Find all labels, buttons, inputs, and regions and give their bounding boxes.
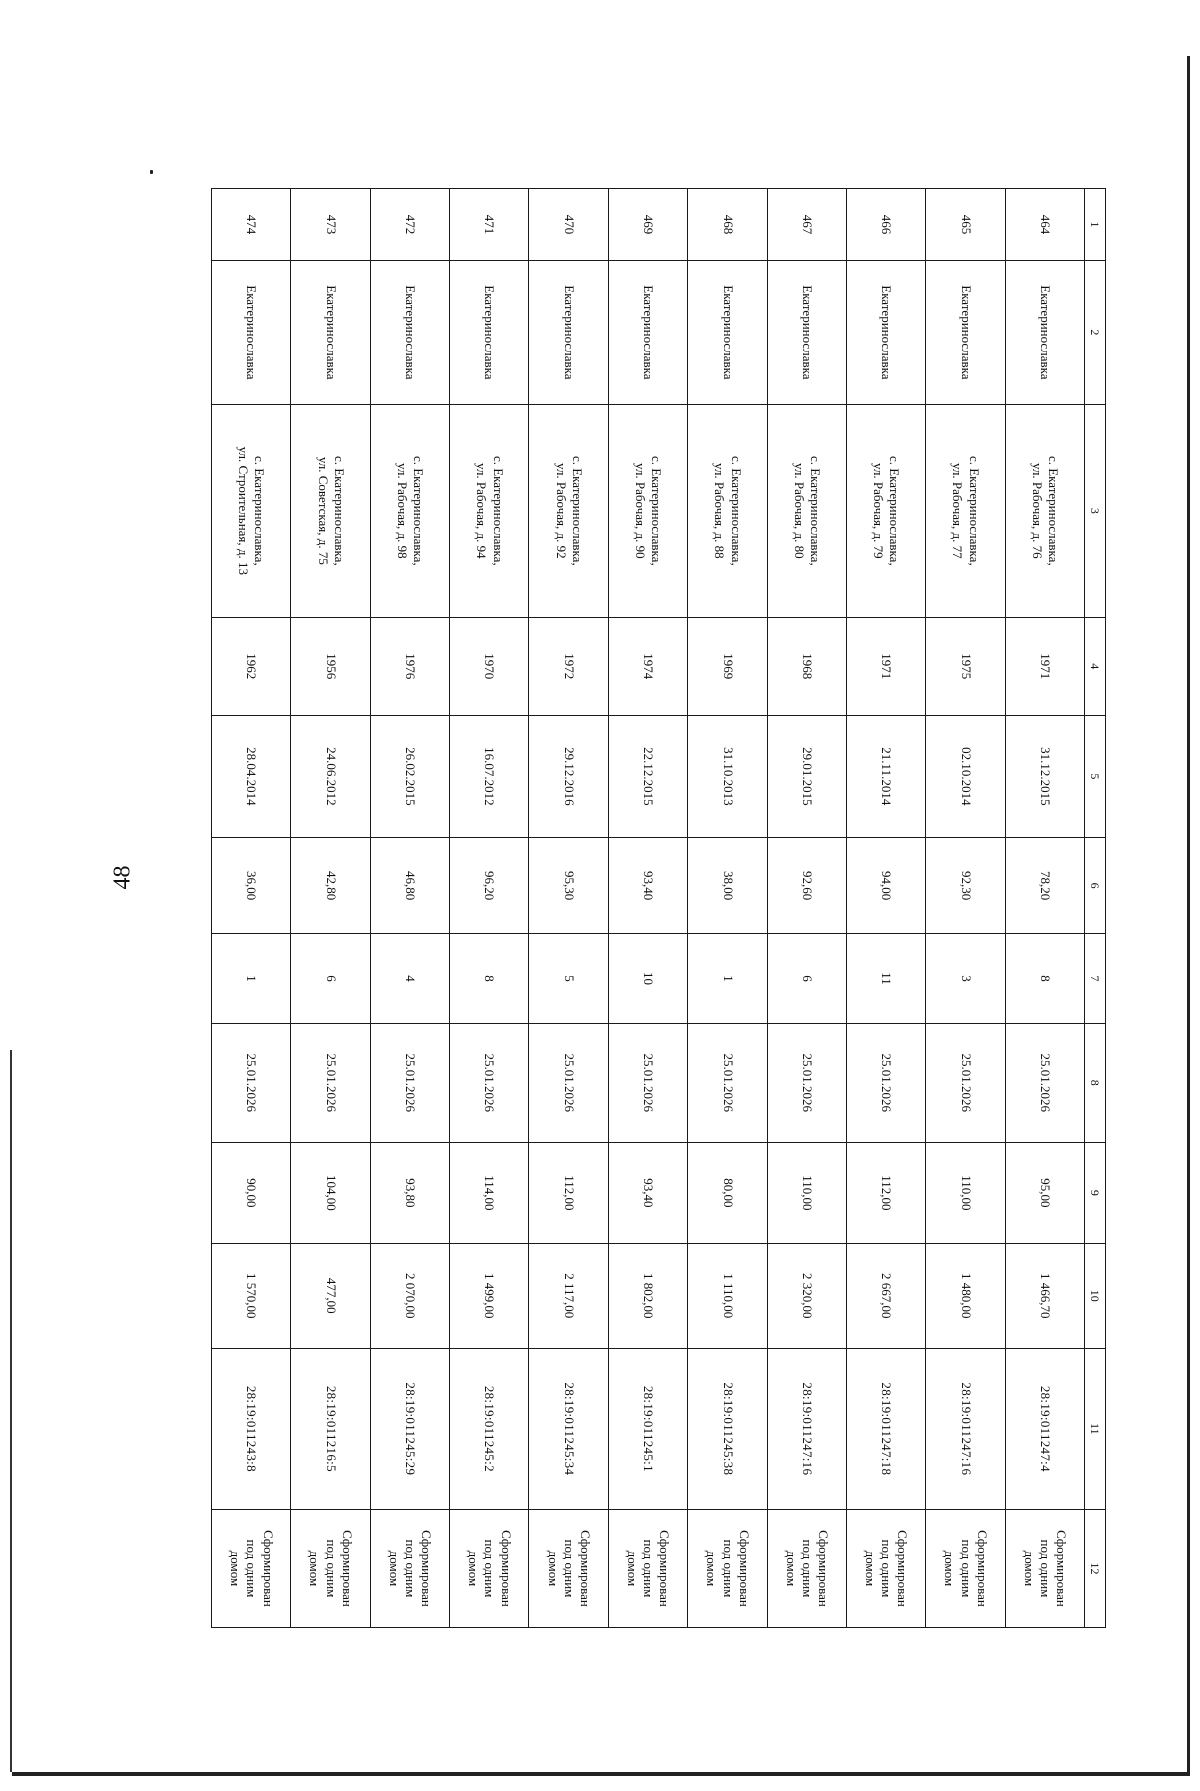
note-cell xyxy=(767,1509,846,1627)
date-cell: 22.12.2015 xyxy=(608,715,687,837)
cadastral-number-cell: 28:19:011245:29 xyxy=(370,1348,449,1509)
address-line-1: с. Екатеринославка, xyxy=(808,455,823,566)
note-line-1: Сформирован xyxy=(498,1530,514,1607)
address-line-2: ул. Рабочая, д. 76 xyxy=(1029,463,1045,559)
column-header: 8 xyxy=(1085,1023,1106,1142)
scan-speck xyxy=(150,170,153,174)
note-line-2: под одним xyxy=(879,1539,895,1598)
row-number: 470 xyxy=(529,189,608,261)
column-header: 1 xyxy=(1085,189,1106,261)
land-area-cell: 477,00 xyxy=(291,1243,370,1348)
column-header: 2 xyxy=(1085,260,1106,404)
wear-cell: 78,20 xyxy=(1005,837,1084,933)
date-cell: 31.10.2013 xyxy=(688,715,767,837)
note-line-3: домом xyxy=(466,1550,482,1587)
table-row xyxy=(1005,189,1084,1628)
wear-cell: 94,00 xyxy=(846,837,925,933)
note-line-2: под одним xyxy=(244,1539,260,1598)
scan-edge-left xyxy=(10,1050,12,1772)
plan-date-cell: 25.01.2026 xyxy=(212,1023,291,1142)
address-cell xyxy=(291,404,370,617)
column-header: 6 xyxy=(1085,837,1106,933)
date-cell: 26.02.2015 xyxy=(370,715,449,837)
land-area-cell: 1 499,00 xyxy=(450,1243,529,1348)
area-cell: 80,00 xyxy=(688,1143,767,1244)
count-cell: 5 xyxy=(529,934,608,1023)
date-cell: 16.07.2012 xyxy=(450,715,529,837)
wear-cell: 92,60 xyxy=(767,837,846,933)
note-cell xyxy=(450,1509,529,1627)
settlement-cell: Екатеринославка xyxy=(608,260,687,404)
address-line-2: ул. Рабочая, д. 77 xyxy=(950,463,966,559)
land-area-cell: 1 466,70 xyxy=(1005,1243,1084,1348)
plan-date-cell: 25.01.2026 xyxy=(529,1023,608,1142)
scan-edge-bottom xyxy=(12,1772,1190,1776)
area-cell: 110,00 xyxy=(767,1143,846,1244)
note-cell xyxy=(529,1509,608,1627)
table-row xyxy=(450,189,529,1628)
note-line-1: Сформирован xyxy=(816,1530,832,1607)
address-cell xyxy=(1005,404,1084,617)
land-area-cell: 1 802,00 xyxy=(608,1243,687,1348)
housing-registry-table xyxy=(211,188,1106,1628)
note-line-2: под одним xyxy=(641,1539,657,1598)
note-line-3: домом xyxy=(624,1550,640,1587)
note-line-3: домом xyxy=(307,1550,323,1587)
scan-edge-right xyxy=(1187,56,1190,1776)
column-header: 5 xyxy=(1085,715,1106,837)
area-cell: 114,00 xyxy=(450,1143,529,1244)
date-cell: 29.12.2016 xyxy=(529,715,608,837)
address-line-1: с. Екатеринославка, xyxy=(490,455,506,566)
date-cell: 31.12.2015 xyxy=(1005,715,1084,837)
date-cell: 28.04.2014 xyxy=(212,715,291,837)
year-cell: 1975 xyxy=(926,617,1005,715)
note-line-2: под одним xyxy=(403,1539,419,1598)
address-line-1: с. Екатеринославка, xyxy=(1046,455,1062,566)
column-header: 3 xyxy=(1085,404,1106,617)
date-cell: 02.10.2014 xyxy=(926,715,1005,837)
address-line-1: с. Екатеринославка, xyxy=(649,455,665,566)
note-line-1: Сформирован xyxy=(657,1530,673,1607)
settlement-cell: Екатеринославка xyxy=(291,260,370,404)
count-cell: 6 xyxy=(291,934,370,1023)
date-cell: 24.06.2012 xyxy=(291,715,370,837)
note-line-1: Сформирован xyxy=(339,1530,355,1607)
year-cell: 1972 xyxy=(529,617,608,715)
note-line-2: под одним xyxy=(958,1539,974,1598)
column-header: 12 xyxy=(1085,1509,1106,1627)
settlement-cell: Екатеринославка xyxy=(926,260,1005,404)
note-cell xyxy=(688,1509,767,1627)
plan-date-cell: 25.01.2026 xyxy=(291,1023,370,1142)
wear-cell: 96,20 xyxy=(450,837,529,933)
table-row xyxy=(846,189,925,1628)
note-cell xyxy=(926,1509,1005,1627)
row-number: 464 xyxy=(1005,189,1084,261)
settlement-cell: Екатеринославка xyxy=(767,260,846,404)
cadastral-number-cell: 28:19:011245:34 xyxy=(529,1348,608,1509)
note-line-3: домом xyxy=(386,1550,402,1587)
area-cell: 93,40 xyxy=(608,1143,687,1244)
wear-cell: 95,30 xyxy=(529,837,608,933)
plan-date-cell: 25.01.2026 xyxy=(1005,1023,1084,1142)
address-line-1: с. Екатеринославка, xyxy=(569,455,585,566)
wear-cell: 36,00 xyxy=(212,837,291,933)
plan-date-cell: 25.01.2026 xyxy=(846,1023,925,1142)
note-line-1: Сформирован xyxy=(260,1530,276,1607)
year-cell: 1970 xyxy=(450,617,529,715)
page-number: 48 xyxy=(109,865,136,890)
cadastral-number-cell: 28:19:011247:16 xyxy=(926,1348,1005,1509)
row-number: 474 xyxy=(212,189,291,261)
wear-cell: 93,40 xyxy=(608,837,687,933)
address-line-1: с. Екатеринославка, xyxy=(411,455,427,566)
land-area-cell: 2 320,00 xyxy=(767,1243,846,1348)
column-header: 11 xyxy=(1085,1348,1106,1509)
address-cell xyxy=(450,404,529,617)
count-cell: 4 xyxy=(370,934,449,1023)
count-cell: 10 xyxy=(608,934,687,1023)
address-cell xyxy=(608,404,687,617)
count-cell: 3 xyxy=(926,934,1005,1023)
table-row xyxy=(370,189,449,1628)
address-line-2: ул. Рабочая, д. 92 xyxy=(553,463,569,559)
note-line-2: под одним xyxy=(1037,1539,1053,1598)
note-line-3: домом xyxy=(228,1550,244,1587)
row-number: 469 xyxy=(608,189,687,261)
area-cell: 112,00 xyxy=(529,1143,608,1244)
address-line-1: с. Екатеринославка, xyxy=(331,455,347,566)
address-cell xyxy=(688,404,767,617)
row-number: 465 xyxy=(926,189,1005,261)
year-cell: 1971 xyxy=(846,617,925,715)
row-number: 471 xyxy=(450,189,529,261)
plan-date-cell: 25.01.2026 xyxy=(370,1023,449,1142)
note-line-2: под одним xyxy=(323,1539,339,1598)
address-line-2: ул. Рабочая, д. 98 xyxy=(394,463,410,559)
table-body xyxy=(212,189,1085,1628)
year-cell: 1968 xyxy=(767,617,846,715)
address-cell xyxy=(370,404,449,617)
address-line-2: ул. Рабочая, д. 90 xyxy=(633,463,649,559)
land-area-cell: 2 070,00 xyxy=(370,1243,449,1348)
count-cell: 6 xyxy=(767,934,846,1023)
note-line-1: Сформирован xyxy=(578,1530,594,1607)
note-cell xyxy=(608,1509,687,1627)
wear-cell: 46,80 xyxy=(370,837,449,933)
row-number: 466 xyxy=(846,189,925,261)
note-cell xyxy=(370,1509,449,1627)
note-cell xyxy=(1005,1509,1084,1627)
plan-date-cell: 25.01.2026 xyxy=(767,1023,846,1142)
cadastral-number-cell: 28:19:011243:8 xyxy=(212,1348,291,1509)
cadastral-number-cell: 28:19:011247:18 xyxy=(846,1348,925,1509)
cadastral-number-cell: 28:19:011245:1 xyxy=(608,1348,687,1509)
address-line-1: с. Екатеринославка, xyxy=(887,455,903,566)
table-row xyxy=(926,189,1005,1628)
area-cell: 90,00 xyxy=(212,1143,291,1244)
note-cell xyxy=(846,1509,925,1627)
address-line-2: ул. Рабочая, д. 80 xyxy=(791,463,807,559)
year-cell: 1976 xyxy=(370,617,449,715)
land-area-cell: 1 480,00 xyxy=(926,1243,1005,1348)
area-cell: 110,00 xyxy=(926,1143,1005,1244)
count-cell: 8 xyxy=(1005,934,1084,1023)
plan-date-cell: 25.01.2026 xyxy=(450,1023,529,1142)
note-line-1: Сформирован xyxy=(419,1530,435,1607)
note-line-3: домом xyxy=(783,1550,799,1587)
land-area-cell: 1 570,00 xyxy=(212,1243,291,1348)
address-line-2: ул. Рабочая, д. 94 xyxy=(474,463,490,559)
note-line-2: под одним xyxy=(799,1539,815,1598)
wear-cell: 92,30 xyxy=(926,837,1005,933)
count-cell: 1 xyxy=(212,934,291,1023)
address-line-1: с. Екатеринославка, xyxy=(252,455,268,566)
date-cell: 21.11.2014 xyxy=(846,715,925,837)
area-cell: 93,80 xyxy=(370,1143,449,1244)
table-row xyxy=(608,189,687,1628)
plan-date-cell: 25.01.2026 xyxy=(608,1023,687,1142)
year-cell: 1971 xyxy=(1005,617,1084,715)
address-line-2: ул. Советская, д. 75 xyxy=(315,456,331,565)
note-line-3: домом xyxy=(942,1550,958,1587)
year-cell: 1974 xyxy=(608,617,687,715)
table-row xyxy=(291,189,370,1628)
cadastral-number-cell: 28:19:011245:38 xyxy=(688,1348,767,1509)
cadastral-number-cell: 28:19:011247:16 xyxy=(767,1348,846,1509)
table-row xyxy=(529,189,608,1628)
note-line-3: домом xyxy=(1021,1550,1037,1587)
settlement-cell: Екатеринославка xyxy=(1005,260,1084,404)
note-cell xyxy=(291,1509,370,1627)
settlement-cell: Екатеринославка xyxy=(450,260,529,404)
wear-cell: 38,00 xyxy=(688,837,767,933)
row-number: 468 xyxy=(688,189,767,261)
note-line-3: домом xyxy=(545,1550,561,1587)
year-cell: 1962 xyxy=(212,617,291,715)
note-line-1: Сформирован xyxy=(1054,1530,1070,1607)
settlement-cell: Екатеринославка xyxy=(370,260,449,404)
note-line-1: Сформирован xyxy=(736,1530,752,1607)
table-row xyxy=(767,189,846,1628)
rotated-table-container xyxy=(211,188,1106,1628)
address-cell xyxy=(767,404,846,617)
row-number: 472 xyxy=(370,189,449,261)
count-cell: 1 xyxy=(688,934,767,1023)
row-number: 467 xyxy=(767,189,846,261)
year-cell: 1969 xyxy=(688,617,767,715)
address-line-1: с. Екатеринославка, xyxy=(966,455,982,566)
address-cell xyxy=(926,404,1005,617)
column-header: 4 xyxy=(1085,617,1106,715)
count-cell: 11 xyxy=(846,934,925,1023)
column-header: 7 xyxy=(1085,934,1106,1023)
header-row xyxy=(1085,189,1106,1628)
note-line-1: Сформирован xyxy=(974,1530,990,1607)
year-cell: 1956 xyxy=(291,617,370,715)
wear-cell: 42,80 xyxy=(291,837,370,933)
cadastral-number-cell: 28:19:011245:2 xyxy=(450,1348,529,1509)
plan-date-cell: 25.01.2026 xyxy=(926,1023,1005,1142)
settlement-cell: Екатеринославка xyxy=(846,260,925,404)
address-line-2: ул. Рабочая, д. 88 xyxy=(712,463,728,559)
note-line-3: домом xyxy=(704,1550,720,1587)
address-cell xyxy=(846,404,925,617)
note-line-2: под одним xyxy=(482,1539,498,1598)
area-cell: 112,00 xyxy=(846,1143,925,1244)
row-number: 473 xyxy=(291,189,370,261)
cadastral-number-cell: 28:19:011247:4 xyxy=(1005,1348,1084,1509)
area-cell: 95,00 xyxy=(1005,1143,1084,1244)
land-area-cell: 2 117,00 xyxy=(529,1243,608,1348)
area-cell: 104,00 xyxy=(291,1143,370,1244)
address-cell xyxy=(529,404,608,617)
date-cell: 29.01.2015 xyxy=(767,715,846,837)
address-cell xyxy=(212,404,291,617)
note-cell xyxy=(212,1509,291,1627)
settlement-cell: Екатеринославка xyxy=(688,260,767,404)
land-area-cell: 1 110,00 xyxy=(688,1243,767,1348)
count-cell: 8 xyxy=(450,934,529,1023)
column-header: 10 xyxy=(1085,1243,1106,1348)
cadastral-number-cell: 28:19:011216:5 xyxy=(291,1348,370,1509)
address-line-2: ул. Рабочая, д. 79 xyxy=(871,463,887,559)
note-line-3: домом xyxy=(862,1550,878,1587)
note-line-2: под одним xyxy=(720,1539,736,1598)
settlement-cell: Екатеринославка xyxy=(212,260,291,404)
plan-date-cell: 25.01.2026 xyxy=(688,1023,767,1142)
table-row xyxy=(688,189,767,1628)
note-line-1: Сформирован xyxy=(895,1530,911,1607)
table-row xyxy=(212,189,291,1628)
address-line-1: с. Екатеринославка, xyxy=(728,455,744,566)
settlement-cell: Екатеринославка xyxy=(529,260,608,404)
address-line-2: ул. Строительная, д. 13 xyxy=(236,446,252,576)
note-line-2: под одним xyxy=(561,1539,577,1598)
land-area-cell: 2 667,00 xyxy=(846,1243,925,1348)
column-header: 9 xyxy=(1085,1143,1106,1244)
